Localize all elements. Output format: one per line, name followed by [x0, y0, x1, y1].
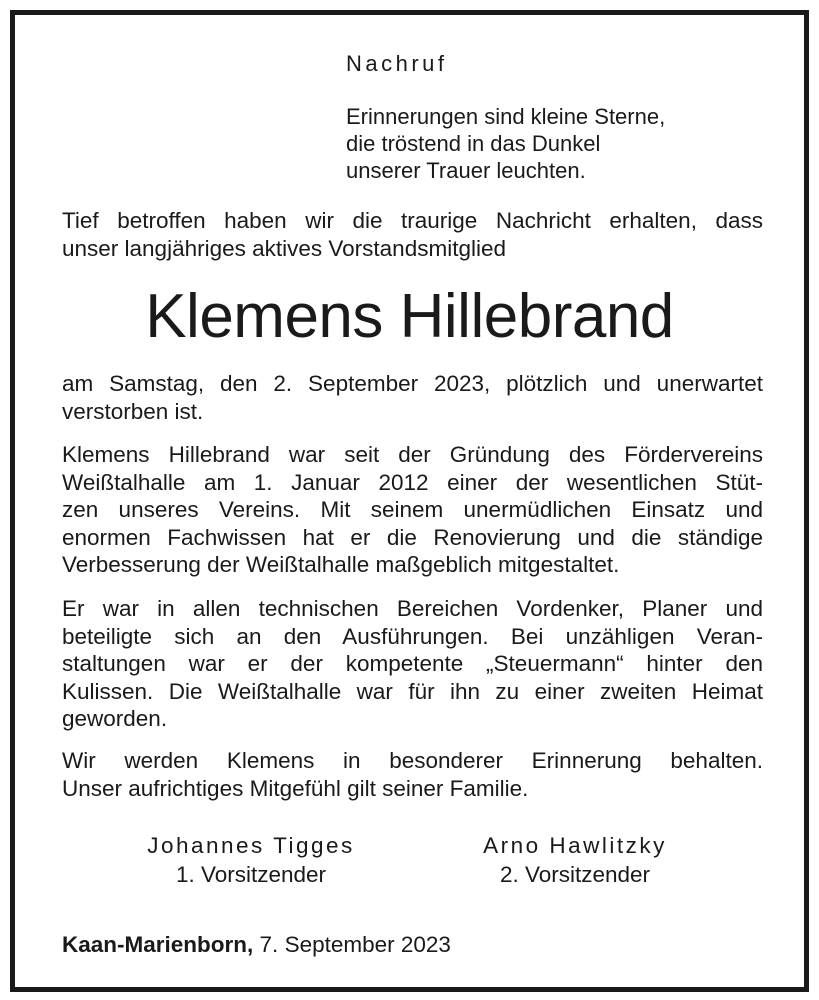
- paragraph-line: Kulissen. Die Weißtalhalle war für ihn zu einer zweiten Heimat: [62, 678, 763, 704]
- poem-line: die tröstend in das Dunkel: [346, 131, 601, 156]
- death-notice-line: am Samstag, den 2. September 2023, plötzlich und unerwartet: [62, 371, 763, 396]
- paragraph-line: Unser aufrichtiges Mitgefühl gilt seiner Familie.: [62, 775, 529, 801]
- paragraph-line: zen unseres Vereins. Mit seinem unermüdlichen Einsatz und: [62, 497, 763, 522]
- paragraph-2: [62, 595, 763, 733]
- intro-line: unser langjähriges aktives Vorstandsmitglied: [62, 235, 506, 261]
- paragraph-line: Klemens Hillebrand war seit der Gründung des Fördervereins: [62, 442, 763, 467]
- obituary-frame: [10, 10, 809, 992]
- death-notice-line: verstorben ist.: [62, 398, 204, 424]
- intro-line: Tief betroffen haben wir die traurige Nachricht erhalten, dass: [62, 208, 763, 233]
- obituary-content: [15, 15, 804, 987]
- place-date: [62, 932, 451, 958]
- paragraph-line: beteiligte sich an den Ausführungen. Bei unzähligen Veran-: [62, 623, 763, 649]
- paragraph-line: geworden.: [62, 706, 168, 731]
- signatory-1: [121, 831, 381, 889]
- paragraph-line: staltungen war er der kompetente „Steuermann“ hinter den: [62, 651, 763, 676]
- signatory-role: 1. Vorsitzender: [175, 862, 327, 887]
- paragraph-line: Er war in allen technischen Bereichen Vordenker, Planer und: [62, 596, 763, 621]
- death-notice: [62, 370, 763, 425]
- paragraph-1: [62, 441, 763, 579]
- paragraph-line: enormen Fachwissen hat er die Renovierung und die ständige: [62, 524, 763, 550]
- poem-line: Erinnerungen sind kleine Sterne,: [346, 104, 666, 129]
- paragraph-3: [62, 747, 763, 802]
- signatory-name: Johannes Tigges: [147, 833, 355, 858]
- signatory-name: Arno Hawlitzky: [483, 833, 667, 858]
- paragraph-line: Weißtalhalle am 1. Januar 2012 einer der wesentlichen Stüt-: [62, 469, 763, 495]
- poem-line: unserer Trauer leuchten.: [346, 158, 586, 183]
- signatory-2: [445, 831, 705, 889]
- paragraph-line: Verbesserung der Weißtalhalle maßgeblich mitgestaltet.: [62, 552, 620, 577]
- heading: Nachruf: [346, 51, 448, 76]
- place: Kaan-Marienborn,: [62, 932, 254, 957]
- paragraph-line: Wir werden Klemens in besonderer Erinnerung behalten.: [62, 748, 763, 773]
- poem: [346, 103, 665, 184]
- signatory-role: 2. Vorsitzender: [499, 862, 651, 887]
- deceased-name: Klemens Hillebrand: [145, 282, 674, 351]
- intro-text: [62, 207, 763, 262]
- date: 7. September 2023: [259, 932, 451, 957]
